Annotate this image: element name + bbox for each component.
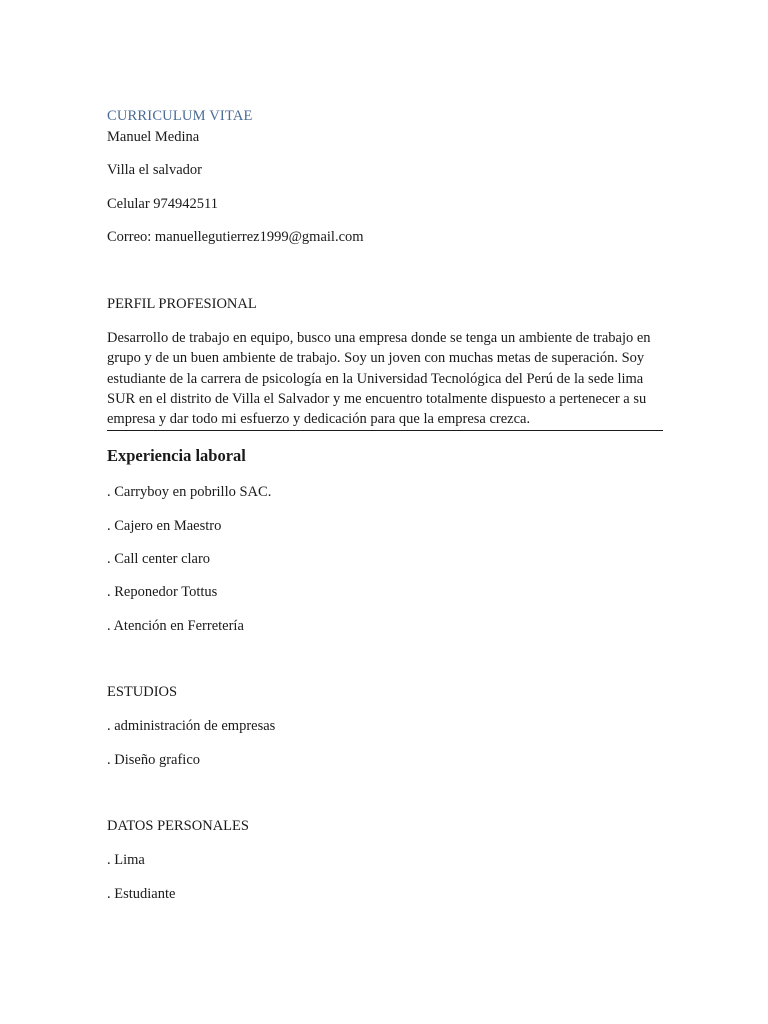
applicant-phone: Celular 974942511 [107,196,219,212]
experience-item: . Call center claro [107,551,211,567]
experience-item: . Reponedor Tottus [107,584,218,600]
experience-item: . Atención en Ferretería [107,618,244,634]
studies-item: . administración de empresas [107,718,276,734]
experience-item: . Cajero en Maestro [107,518,222,534]
document-title: CURRICULUM VITAE [107,108,253,124]
experience-heading: Experiencia laboral [107,446,246,465]
personal-item: . Estudiante [107,886,176,902]
experience-item: . Carryboy en pobrillo SAC. [107,484,272,500]
personal-heading: DATOS PERSONALES [107,818,249,834]
studies-heading: ESTUDIOS [107,684,178,700]
personal-item: . Lima [107,852,145,868]
profile-paragraph: Desarrollo de trabajo en equipo, busco una empresa donde se tenga un ambiente de trabajo en grupo y de un buen ambiente de trabajo. Soy un joven con muchas metas de superación. Soy estudiante de la carrera de psicología en la Universidad Tecnológica del Perú de la sede lima SUR en el distrito de Villa el Salvador y me encuentro totalmente dispuesto a pertenecer a su empresa y dar todo mi esfuerzo y dedicación para que la empresa crezca. [107,328,663,431]
studies-item: . Diseño grafico [107,752,201,768]
profile-heading: PERFIL PROFESIONAL [107,296,257,312]
applicant-name: Manuel Medina [107,129,200,145]
applicant-email: Correo: manuellegutierrez1999@gmail.com [107,229,364,245]
applicant-address: Villa el salvador [107,162,202,178]
